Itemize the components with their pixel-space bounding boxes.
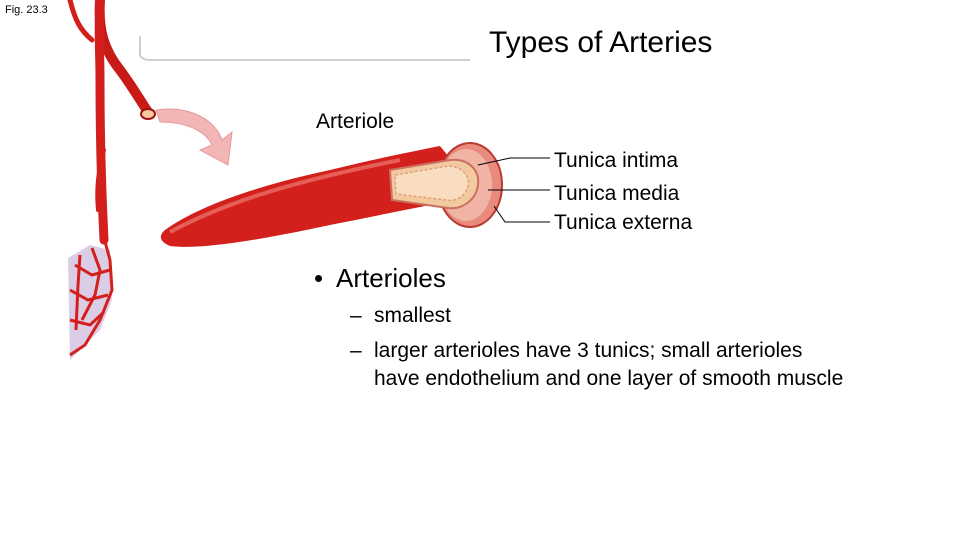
tunica-media-label: Tunica media — [554, 182, 680, 205]
vessel-cut-end — [141, 109, 155, 119]
slide-title: Types of Arteries — [489, 26, 713, 59]
tunica-externa-label: Tunica externa — [554, 211, 693, 234]
sub-item — [350, 304, 451, 328]
sub-item — [350, 339, 802, 363]
bullet-icon: • — [314, 263, 324, 293]
capillary-bed — [68, 238, 112, 360]
bullet-item — [314, 263, 446, 294]
dash-icon: – — [350, 304, 362, 327]
dash-icon: – — [350, 339, 362, 362]
tunica-intima-label: Tunica intima — [554, 149, 679, 172]
zoom-arrow-icon — [156, 109, 232, 165]
sub-item-text: larger arterioles have 3 tunics; small arterioles — [374, 339, 803, 362]
sub-item-continuation: have endothelium and one layer of smooth muscle — [374, 367, 844, 390]
branching-artery — [70, 0, 148, 240]
title-box-edge — [140, 36, 470, 60]
sub-item-text: smallest — [374, 304, 452, 327]
figure-label: Fig. 23.3 — [5, 4, 48, 16]
arteriole-vessel — [161, 143, 502, 247]
arteriole-label: Arteriole — [316, 110, 395, 133]
bullet-text: Arterioles — [336, 263, 446, 293]
